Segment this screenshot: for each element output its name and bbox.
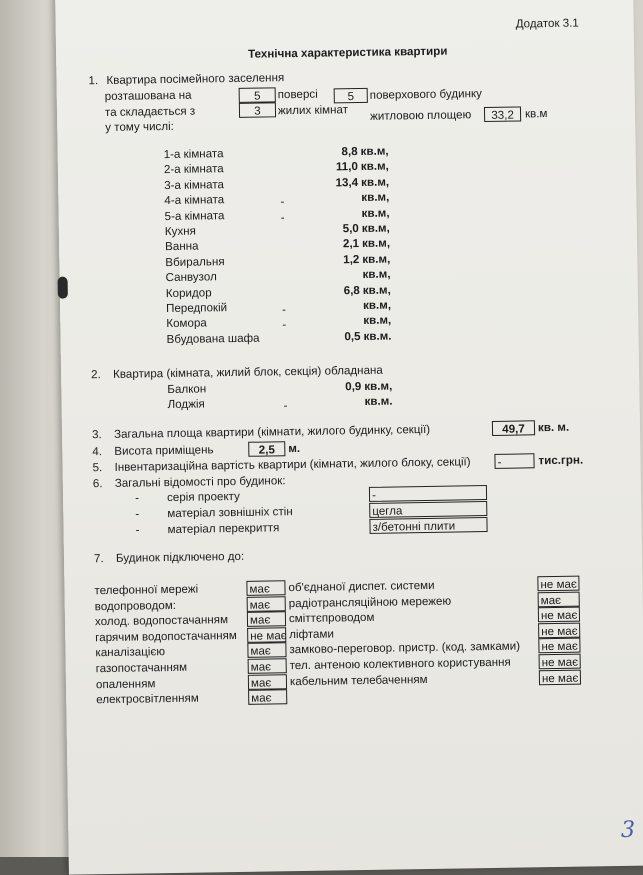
section-2-text: Квартира (кімната, жилий блок, секція) обладнана	[112, 363, 383, 381]
room-name: 1-а кімната	[163, 147, 224, 162]
utility-label: радіотрансляційною мережею	[288, 594, 452, 610]
building-info-label: матеріал зовнішніх стін	[167, 505, 293, 521]
utility-label: сміттєпроводом	[288, 611, 375, 626]
building-info-dash: -	[135, 507, 140, 521]
utility-status: має	[248, 689, 287, 705]
height-unit: м.	[288, 441, 301, 456]
section-7-number: 7.	[93, 552, 104, 566]
room-dash: -	[280, 195, 285, 209]
section-1-line4: у тому числі:	[105, 119, 174, 134]
inventory-value-label: Інвентаризаційна вартість квартири (кімнати, жилого блоку, секції)	[114, 455, 471, 474]
room-area-unit: кв.м,	[362, 298, 392, 312]
room-area-unit: кв.м,	[360, 159, 389, 174]
utility-status: має	[248, 674, 287, 690]
section-7-text: Будинок підключено до:	[115, 549, 245, 565]
room-area-unit: кв.м,	[361, 206, 390, 220]
room-area-unit: кв.м,	[362, 267, 391, 282]
building-info-value: цегла	[369, 501, 487, 518]
utility-label: телефонної мережі	[94, 582, 199, 598]
document-title: Технічна характеристика квартири	[247, 44, 448, 61]
utility-label: ліфтами	[289, 627, 335, 641]
handwritten-page-number: 3	[621, 818, 635, 843]
room-area-value	[299, 268, 359, 269]
room-area-value: 5,0	[342, 222, 359, 236]
room-area-value: 2,1	[342, 237, 360, 251]
inventory-value-unit: тис.грн.	[538, 453, 584, 468]
room-dash: -	[280, 210, 285, 224]
section-1-line2: розташована на	[104, 88, 192, 103]
room-name: 4-а кімната	[164, 193, 225, 208]
room-area-unit: кв.м.	[363, 329, 392, 343]
section-6-text: Загальні відомості про будинок:	[114, 474, 286, 490]
room-area-value	[300, 299, 360, 300]
room-name: Санвузол	[165, 270, 217, 285]
rooms-count-box: 3	[239, 102, 276, 118]
room-dash: -	[282, 318, 287, 332]
room-name: 3-а кімната	[164, 177, 225, 192]
building-info-value: з/бетонні плити	[369, 517, 487, 534]
floors-total-box: 5	[334, 88, 368, 104]
equipment-name: Балкон	[167, 382, 207, 397]
room-dash: -	[281, 303, 287, 317]
floors-total-label: поверхового будинку	[369, 87, 483, 102]
section-1-line3: та складається з	[104, 104, 196, 119]
equipment-area-value: 0,9	[345, 380, 362, 394]
room-area-unit: кв.м,	[360, 144, 389, 158]
utility-label: тел. антеною колективного користування	[289, 655, 511, 673]
utility-label: каналізацією	[95, 645, 166, 660]
total-area-box: 49,7	[492, 420, 535, 436]
room-area-unit: кв.м,	[361, 190, 390, 205]
section-1-number: 1.	[88, 74, 99, 88]
floor-label: поверсі	[277, 87, 318, 102]
room-area-value: 1,2	[343, 252, 360, 267]
room-area-value: 13,4	[335, 175, 359, 190]
utility-status: не має	[247, 627, 286, 643]
room-name: Вбиральня	[165, 254, 225, 269]
room-area-value: 11,0	[335, 160, 358, 174]
utility-status: не має	[539, 654, 581, 670]
utility-status: має	[538, 591, 580, 607]
section-1-line1: Квартира посімейного заселення	[106, 71, 285, 87]
room-area-unit: кв.м,	[361, 175, 390, 189]
document-page	[55, 0, 643, 875]
height-label: Висота приміщень	[114, 443, 214, 458]
equipment-area-unit: кв.м,	[364, 379, 393, 393]
room-area-value	[298, 207, 358, 208]
utility-label: гарячим водопостачанням	[95, 628, 237, 645]
appendix-label: Додаток 3.1	[515, 16, 579, 31]
utility-label: газопостачанням	[95, 660, 188, 676]
room-area-value	[298, 191, 358, 192]
building-info-dash: -	[135, 523, 140, 537]
section-3-number: 3.	[91, 428, 102, 442]
room-name: Передпокій	[165, 301, 228, 316]
equipment-area-value	[301, 395, 361, 396]
room-name: 5-а кімната	[164, 208, 225, 223]
room-name: Вбудована шафа	[166, 331, 260, 346]
section-5-number: 5.	[92, 461, 103, 475]
room-area-unit: кв.м,	[363, 313, 392, 328]
section-4-number: 4.	[92, 445, 103, 459]
utility-status: не має	[538, 622, 580, 638]
room-name: Ванна	[164, 239, 199, 254]
living-area-label: житловою площею	[369, 108, 472, 123]
utility-label: об'єднаної диспет. системи	[288, 578, 435, 595]
floor-value-box: 5	[239, 87, 276, 103]
building-info-value: -	[369, 485, 487, 502]
utility-status: має	[247, 596, 286, 612]
living-area-box: 33,2	[484, 106, 521, 122]
utility-status: має	[247, 643, 286, 659]
total-area-unit: кв. м.	[537, 420, 570, 435]
utility-label: холод. водопостачанням	[94, 613, 229, 629]
room-name: Комора	[166, 316, 207, 331]
utility-status: не має	[537, 576, 579, 592]
total-area-label: Загальна площа квартири (кімнати, жилого будинку, секції)	[113, 422, 431, 441]
utility-label: опаленням	[95, 676, 156, 691]
room-area-unit: кв.м,	[361, 221, 390, 235]
utility-status: не має	[538, 607, 580, 623]
utility-label: кабельним телебаченням	[289, 672, 428, 688]
inventory-value-box: -	[494, 453, 534, 469]
room-area-value	[300, 314, 360, 315]
height-box: 2,5	[248, 441, 285, 457]
room-area-unit: кв.м,	[361, 236, 391, 251]
utility-status: має	[246, 580, 285, 596]
utility-label: електросвітленням	[96, 691, 199, 707]
utility-label: водопроводом:	[94, 598, 177, 613]
equipment-name: Лоджія	[167, 397, 205, 412]
section-6-number: 6.	[92, 477, 103, 491]
room-area-unit: кв.м,	[362, 252, 391, 266]
room-area-value: 8,8	[341, 145, 358, 159]
section-2-number: 2.	[90, 368, 101, 382]
room-name: Кухня	[164, 224, 196, 239]
room-name: Коридор	[165, 285, 212, 300]
building-info-label: серія проекту	[166, 489, 240, 505]
utility-label: замково-переговор. пристр. (код. замками)	[289, 639, 521, 657]
utility-status: не має	[538, 638, 580, 654]
building-info-dash: -	[134, 491, 140, 505]
room-area-value: 0,5	[344, 329, 361, 344]
utility-status: не має	[539, 669, 581, 685]
rooms-count-label: жилих кімнат	[277, 103, 349, 118]
room-area-value: 6,8	[343, 283, 360, 297]
utility-status: має	[248, 658, 287, 674]
punch-hole	[58, 277, 68, 299]
living-area-unit: кв.м	[524, 107, 548, 121]
background-blur-text	[0, 100, 3, 112]
equipment-dash: -	[283, 399, 288, 413]
equipment-area-unit: кв.м.	[364, 394, 393, 409]
utility-status: має	[247, 611, 286, 627]
room-name: 2-а кімната	[163, 162, 224, 177]
room-area-unit: кв.м,	[362, 283, 391, 297]
building-info-label: матеріал перекриття	[167, 521, 280, 537]
